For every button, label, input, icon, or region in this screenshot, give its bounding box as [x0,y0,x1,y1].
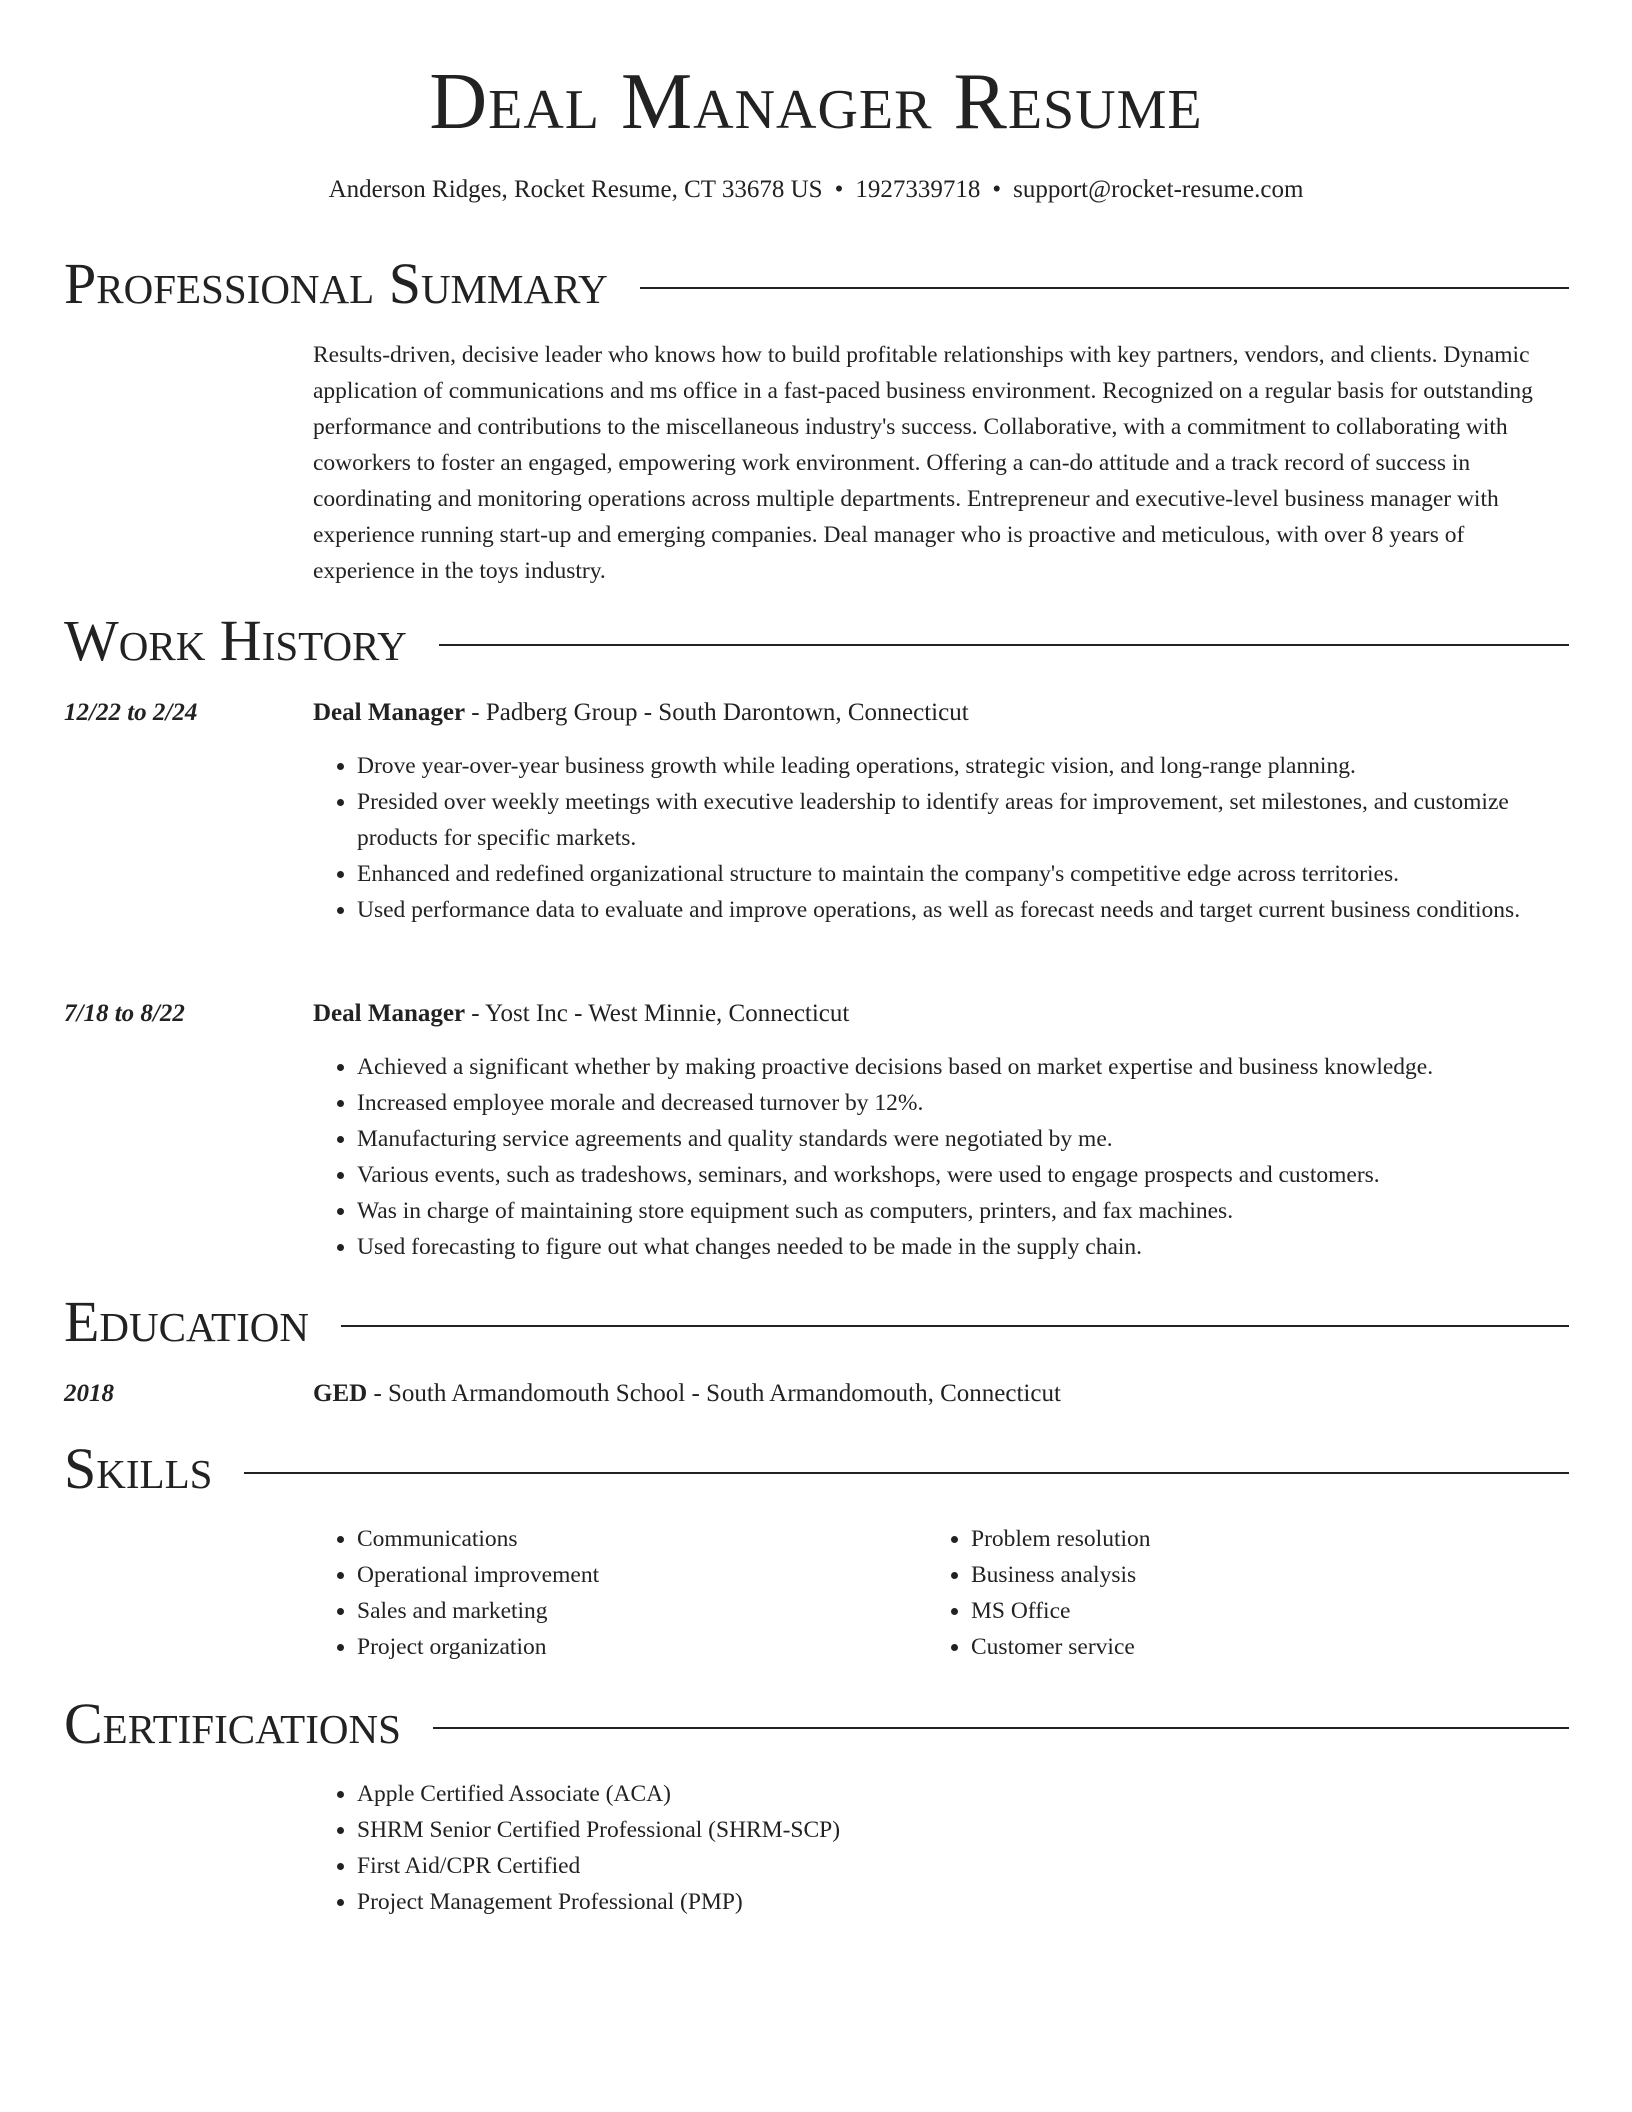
skill-item: • Project organization [357,1629,913,1665]
job-bullets [313,1049,1569,1265]
job-dates: 7/18 to 8/22 [64,1000,185,1027]
contact-separator: • [834,176,844,203]
skills-heading-text: Skills [64,1436,213,1501]
skill-item: • Communications [357,1521,913,1557]
job-bullet: • Used performance data to evaluate and improve operations, as well as forecast needs and target current business conditions. [357,892,1569,928]
work-history-heading-text: Work History [64,608,407,673]
job-bullet: • Enhanced and redefined organizational structure to maintain the company's competitive edge across territories. [357,856,1569,892]
certification-item: • First Aid/CPR Certified [357,1848,1569,1884]
education-degree: GED [313,1380,368,1407]
summary-text: Results-driven, decisive leader who knows how to build profitable relationships with key partners, vendors, and clients. Dynamic application of communications and ms office in a fast-paced business environment. Recognized on a regular basis for outstanding performance and contributions to the miscellaneous industry's success. Collaborative, with a commitment to collaborating with coworkers to foster an engaged, empowering work environment. Offering a can-do attitude and a track record of success in coordinating and monitoring operations across multiple departments. Entrepreneur and executive-level business manager with experience running start-up and emerging companies. Deal manager who is proactive and meticulous, with over 8 years of experience in the toys industry. [313,342,1533,584]
section-divider [439,644,1569,646]
job-bullets [313,748,1569,928]
job-bullet: • Various events, such as tradeshows, seminars, and workshops, were used to engage prospects and customers. [357,1157,1569,1193]
job-employer: - Yost Inc - West Minnie, Connecticut [465,1000,850,1027]
education-heading [64,1290,1569,1354]
job-bullet: • Presided over weekly meetings with executive leadership to identify areas for improvement, set milestones, and customize products for specific markets. [357,784,1569,856]
section-divider [341,1325,1569,1327]
education-year: 2018 [64,1380,114,1407]
job-bullet: • Was in charge of maintaining store equipment such as computers, printers, and fax machines. [357,1193,1569,1229]
job-bullet: • Drove year-over-year business growth while leading operations, strategic vision, and long-range planning. [357,748,1569,784]
job-bullet: • Increased employee morale and decreased turnover by 12%. [357,1085,1569,1121]
certifications-heading [64,1692,1569,1756]
certifications-list [313,1776,1569,1920]
contact-phone: 1927339718 [855,176,981,203]
resume-title: Deal Manager Resume [429,58,1203,146]
skill-item: • Problem resolution [971,1521,1567,1557]
job-bullet: • Used forecasting to figure out what changes needed to be made in the supply chain. [357,1229,1569,1265]
skill-item: • Sales and marketing [357,1593,913,1629]
section-divider [433,1727,1569,1729]
certifications-heading-text: Certifications [64,1691,401,1756]
skill-item: • Operational improvement [357,1557,913,1593]
job-role: Deal Manager [313,699,466,726]
job-bullet: • Manufacturing service agreements and quality standards were negotiated by me. [357,1121,1569,1157]
certification-item: • Project Management Professional (PMP) [357,1884,1569,1920]
contact-email: support@rocket-resume.com [1013,176,1304,203]
job-bullet: • Achieved a significant whether by making proactive decisions based on market expertise and business knowledge. [357,1049,1569,1085]
education-line [313,1376,1061,1412]
skills-list-left [313,1521,913,1665]
contact-address: Anderson Ridges, Rocket Resume, CT 33678 US [328,176,823,203]
contact-line [0,172,1632,208]
skills-heading [64,1437,1569,1501]
job-employer: - Padberg Group - South Darontown, Connecticut [465,699,969,726]
job-title-line [313,695,969,731]
job-title-line [313,996,849,1032]
skills-list-right [927,1521,1567,1665]
section-divider [244,1472,1569,1474]
education-school: - South Armandomouth School - South Armandomouth, Connecticut [367,1380,1061,1407]
contact-separator: • [992,176,1002,203]
summary-heading-text: Professional Summary [64,251,608,316]
skill-item: • Business analysis [971,1557,1567,1593]
skill-item: • Customer service [971,1629,1567,1665]
job-role: Deal Manager [313,1000,466,1027]
work-history-heading [64,609,1569,673]
summary-heading [64,252,1569,316]
section-divider [640,287,1569,289]
certification-item: • SHRM Senior Certified Professional (SHRM-SCP) [357,1812,1569,1848]
job-dates: 12/22 to 2/24 [64,699,198,726]
certification-item: • Apple Certified Associate (ACA) [357,1776,1569,1812]
skill-item: • MS Office [971,1593,1567,1629]
education-heading-text: Education [64,1289,309,1354]
